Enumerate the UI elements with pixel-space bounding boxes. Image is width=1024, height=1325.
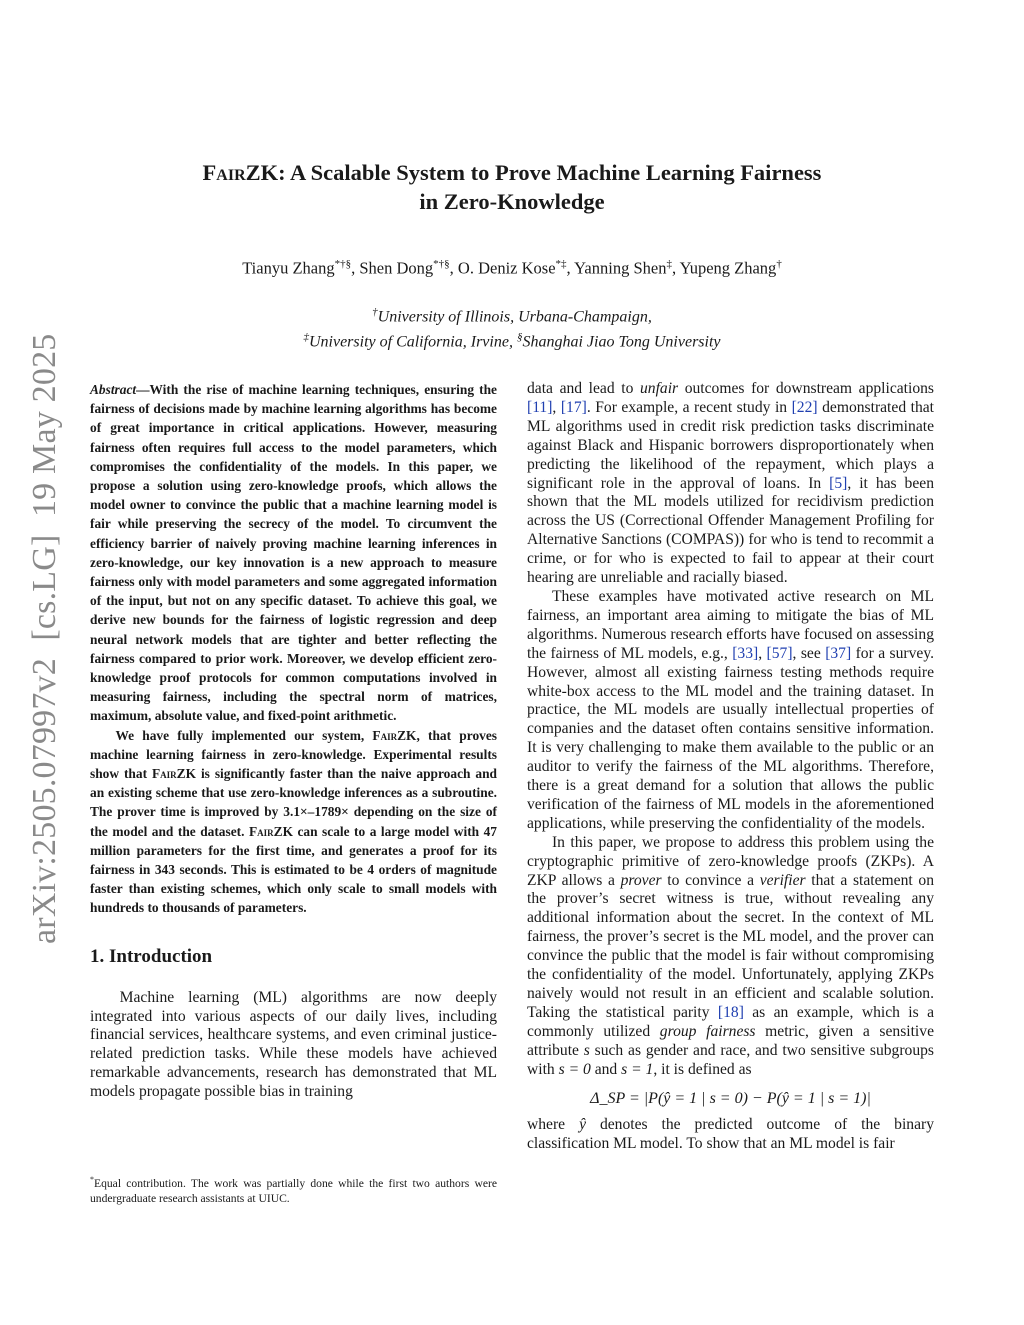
citation-link[interactable]: [33] <box>732 644 759 662</box>
citation-link[interactable]: [18] <box>717 1003 744 1021</box>
right-column <box>527 380 934 1154</box>
author-marks: *‡ <box>555 258 567 270</box>
author-name: Yanning Shen <box>574 258 667 278</box>
text-run: where <box>527 1116 580 1134</box>
emphasis: unfair <box>639 380 679 397</box>
text-run: can scale to a large model with 47 million parameters for the first time, and generates a proof for its fairness in 343 seconds. This is estimated to be 4 orders of magnitude faster than existing schemes, which only scale to small models with hundreds to thousands of parameters. <box>90 823 497 916</box>
math-variable: s <box>583 1041 590 1059</box>
arxiv-identifier: arXiv:2505.07997v2 [cs.LG] 19 May 2025 <box>26 333 63 944</box>
text-run: , <box>758 644 767 662</box>
text-run: , that proves machine learning fairness in zero-knowledge. Experimental results show that <box>90 727 497 782</box>
author-name: O. Deniz Kose <box>457 258 556 278</box>
equation-statistical-parity <box>527 1090 934 1109</box>
author-marks: *†§ <box>433 258 450 270</box>
text-run: . For example, a recent study in <box>586 398 792 416</box>
text-run: metric, given a sensitive attribute <box>527 1022 934 1059</box>
emphasis: verifier <box>759 871 806 889</box>
text-run: denotes the predicted outcome of the binary classification ML model. To show that an ML model is fair <box>527 1116 934 1153</box>
citation-link[interactable]: [17] <box>560 398 587 416</box>
math-inline: s = 0 <box>558 1060 591 1078</box>
author-name: Yupeng Zhang <box>679 258 777 278</box>
affiliations <box>90 302 934 353</box>
title-text: : A Scalable System to Prove Machine Learning Fairness <box>278 160 822 185</box>
system-name: FairZK <box>372 727 417 743</box>
text-run: In this paper, we propose to address this problem using the cryptographic primitive of zero-knowledge proofs (ZKPs). A ZKP allows a <box>527 833 934 889</box>
affiliation-mark: ‡ <box>303 331 309 344</box>
text-run: and <box>590 1060 622 1078</box>
text-run: These examples have motivated active research on ML fairness, an important area aiming to mitigate the bias of ML algorithms. Numerous research efforts have focused on assessing the fairness of ML models, e.g., <box>527 587 934 662</box>
right-paragraph-1 <box>527 380 934 588</box>
abstract-text: —With the rise of machine learning techniques, ensuring the fairness of decisions made by machine learning algorithms has become of great importance in critical applications. However, measuring fairness often requires full access to the model parameters, which compromises the confidentiality of the models. In this paper, we propose a solution using zero-knowledge proofs, which allows the model owner to convince the public that a machine learning model is fair while preserving the secrecy of the model. To circumvent the efficiency barrier of naively proving machine learning inferences in zero-knowledge, our key innovation is a new approach to measure fairness only with model parameters and some aggregated information of the input, but not on any specific dataset. To achieve this goal, we derive new bounds for the fairness of logistic regression and deep neural network models that are tighter and better reflecting the fairness compared to prior work. Moreover, we develop efficient zero-knowledge proof protocols for common computations involved in measuring fairness, including the spectral norm of matrices, maximum, absolute value, and fixed-point arithmetic. <box>90 382 497 724</box>
text-run: , <box>552 398 561 416</box>
text-run: is significantly faster than the naive approach and an existing scheme that use zero-knowledge inferences as a subroutine. The prover time is improved by 3.1×–1789× depending on the size of the model and the dataset. <box>90 766 497 839</box>
affiliation-sjtu: Shanghai Jiao Tong University <box>522 333 721 351</box>
author-marks: ‡ <box>666 258 672 270</box>
intro-paragraph-1: Machine learning (ML) algorithms are now deeply integrated into various aspects of our daily lives, including financial services, healthcare systems, and even criminal justice-related prediction tasks. While these models have achieved remarkable advancements, research has demonstrated that ML models propagate possible bias in training <box>90 988 497 1101</box>
abstract <box>90 380 497 918</box>
text-run: , see <box>792 644 826 662</box>
citation-link[interactable]: [5] <box>829 474 848 492</box>
equation-text: Δ_SP = |P(ŷ = 1 | s = 0) − P(ŷ = 1 | s = 1)| <box>590 1089 871 1107</box>
text-run: to convince a <box>661 871 760 889</box>
system-name: FairZK <box>248 823 293 839</box>
affiliation-uci: University of California, Irvine, <box>308 333 517 351</box>
footnote-text: Equal contribution. The work was partially done while the first two authors were undergraduate research assistants at UIUC. <box>90 1176 497 1205</box>
affiliation-mark: § <box>516 331 523 344</box>
text-run: demonstrated that ML algorithms used in credit risk prediction tasks discriminate against Black and Hispanic borrowers disproportionately when predicting the likelihood of the repayment, which plays a significant role in the approval of loans. In <box>527 398 935 492</box>
footnote <box>90 1172 497 1206</box>
citation-link[interactable]: [22] <box>791 398 818 416</box>
emphasis: group fairness <box>659 1022 756 1040</box>
citation-link[interactable]: [57] <box>766 644 793 662</box>
author-name: Shen Dong <box>359 258 434 278</box>
text-run: We have fully implemented our system, <box>115 727 373 743</box>
text-run: , it has been shown that the ML models utilized for recidivism prediction across the US (Correctional Offender Management Profiling for Alternative Sanctions (COMPAS)) for who is tend to recommit a crime, or for who is expected to fail to appear at their court hearing are unreliable and racially biased. <box>527 474 934 587</box>
system-name: FairZK <box>151 766 197 782</box>
text-run: such as gender and race, and two sensitive subgroups with <box>527 1041 935 1078</box>
citation-link[interactable]: [37] <box>825 644 852 662</box>
math-inline: s = 1 <box>621 1060 654 1078</box>
text-run: for a survey. However, almost all existing fairness testing methods require white-box access to the ML model and the training dataset. In practice, the ML models are usually intellectual properties of companies and the dataset often contains sensitive information. It is very challenging to make them available to the public or an auditor to verify the fairness of the ML algorithms. Therefore, there is a great demand for a solution that allows the public verification of the fairness of ML models in the aforementioned applications, while preserving the confidentiality of the models. <box>527 644 934 832</box>
left-column <box>90 380 497 1102</box>
author-marks: *†§ <box>334 258 352 270</box>
right-paragraph-4 <box>527 1116 934 1154</box>
text-run: data and lead to <box>527 380 640 397</box>
right-paragraph-3 <box>527 834 934 1080</box>
section-heading-introduction: 1. Introduction <box>90 945 213 967</box>
paper-title <box>90 158 934 216</box>
affiliation-uiuc: University of Illinois, Urbana-Champaign, <box>377 308 652 326</box>
abstract-paragraph-1 <box>90 380 497 726</box>
affiliation-mark: † <box>372 306 378 318</box>
footnote-mark: * <box>90 1175 94 1184</box>
text-run: , it is defined as <box>653 1060 752 1078</box>
author-name: Tianyu Zhang <box>242 258 335 278</box>
text-run: outcomes for downstream applications <box>678 380 935 397</box>
title-line-2: in Zero-Knowledge <box>419 189 605 214</box>
text-run: that a statement on the prover’s secret witness is true, without revealing any additional information about the secret. In the context of ML fairness, the prover’s secret is the ML model, and the prover can convince the public that the model is fair without compromising the confidentiality of the model. Unfortunately, applying ZKPs naively would not result in an efficient and scalable solution. Taking the statistical parity <box>527 871 935 1021</box>
text-run: as an example, which is a commonly utilized <box>527 1003 934 1040</box>
math-variable: ŷ <box>579 1116 586 1134</box>
emphasis: prover <box>620 871 662 889</box>
author-list: Tianyu Zhang*†§, Shen Dong*†§, O. Deniz Kose*‡, Yanning Shen‡, Yupeng Zhang† <box>242 258 782 278</box>
abstract-paragraph-2 <box>90 726 497 918</box>
title-system-name: FairZK <box>202 160 279 185</box>
abstract-label: Abstract <box>90 382 137 397</box>
right-paragraph-2 <box>527 588 934 834</box>
author-marks: † <box>776 258 782 270</box>
citation-link[interactable]: [11] <box>527 398 553 416</box>
